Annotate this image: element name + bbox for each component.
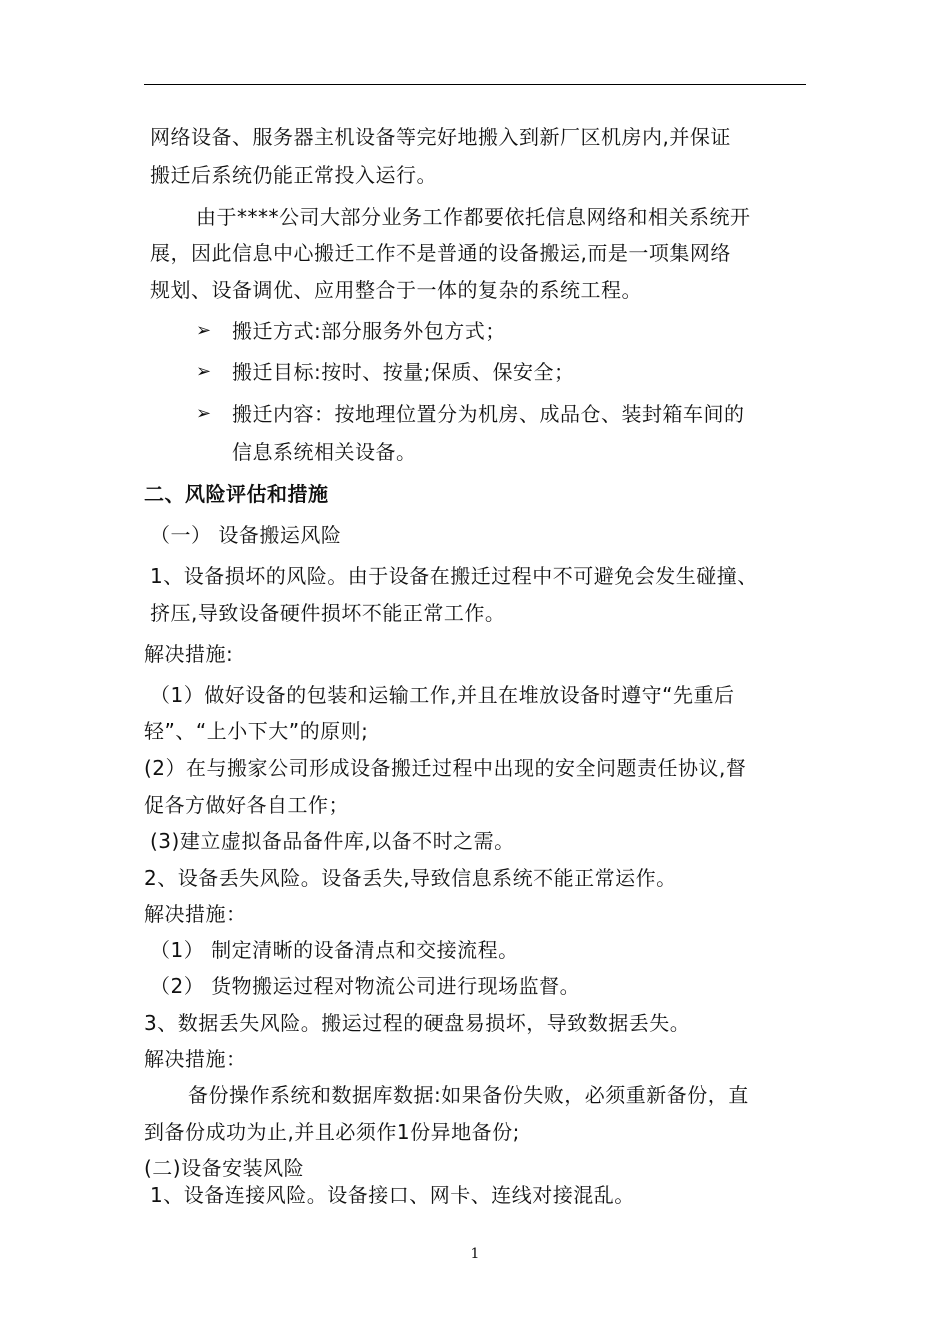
page-number: 1 — [470, 1246, 480, 1262]
text-line: 解决措施： — [144, 902, 247, 926]
text-line: 1、设备连接风险。设备接口、网卡、连线对接混乱。 — [150, 1183, 635, 1207]
text-line: 1、设备损坏的风险。由于设备在搬迁过程中不可避免会发生碰撞、 — [150, 564, 758, 588]
text-line: 搬迁后系统仍能正常投入运行。 — [150, 163, 437, 187]
text-line: 挤压,导致设备硬件损坏不能正常工作。 — [150, 601, 506, 625]
text-line: 规划、设备调优、应用整合于一体的复杂的系统工程。 — [150, 278, 642, 302]
bullet-item: 搬迁方式:部分服务外包方式； — [232, 319, 506, 343]
bullet-arrow-icon: ➢ — [196, 403, 212, 424]
text-line: (2）在与搬家公司形成设备搬迁过程中出现的安全问题责任协议,督 — [144, 756, 747, 780]
subsection-heading: （一） 设备搬运风险 — [150, 523, 342, 547]
text-line: (3)建立虚拟备品备件库,以备不时之需。 — [150, 829, 515, 853]
bullet-item: 搬迁内容：按地理位置分为机房、成品仓、装封箱车间的 — [232, 402, 745, 426]
header-rule — [144, 84, 806, 85]
text-line: 解决措施： — [144, 1047, 247, 1071]
text-line: 轻”、“上小下大”的原则; — [144, 719, 369, 743]
text-line: （1）做好设备的包装和运输工作,并且在堆放设备时遵守“先重后 — [150, 683, 735, 707]
text-line: 备份操作系统和数据库数据:如果备份失败，必须重新备份，直 — [188, 1083, 749, 1107]
text-line: （1） 制定清晰的设备清点和交接流程。 — [150, 938, 519, 962]
text-line: 展，因此信息中心搬迁工作不是普通的设备搬运,而是一项集网络 — [150, 241, 731, 265]
text-line: 解决措施: — [144, 642, 234, 666]
text-line: 2、设备丢失风险。设备丢失,导致信息系统不能正常运作。 — [144, 866, 677, 890]
bullet-arrow-icon: ➢ — [196, 320, 212, 341]
bullet-item: 搬迁目标:按时、按量;保质、保安全； — [232, 360, 575, 384]
bullet-item-continuation: 信息系统相关设备。 — [232, 440, 417, 464]
text-line: 到备份成功为止,并且必须作1份异地备份; — [144, 1120, 520, 1144]
section-heading: 二、风险评估和措施 — [144, 482, 329, 506]
text-line: （2） 货物搬运过程对物流公司进行现场监督。 — [150, 974, 581, 998]
text-line: 网络设备、服务器主机设备等完好地搬入到新厂区机房内,并保证 — [150, 125, 731, 149]
text-line: 由于****公司大部分业务工作都要依托信息网络和相关系统开 — [196, 205, 751, 229]
subsection-heading: (二)设备安装风险 — [144, 1156, 305, 1180]
bullet-arrow-icon: ➢ — [196, 361, 212, 382]
text-line: 促各方做好各自工作； — [144, 793, 349, 817]
text-line: 3、数据丢失风险。搬运过程的硬盘易损坏，导致数据丢失。 — [144, 1011, 691, 1035]
